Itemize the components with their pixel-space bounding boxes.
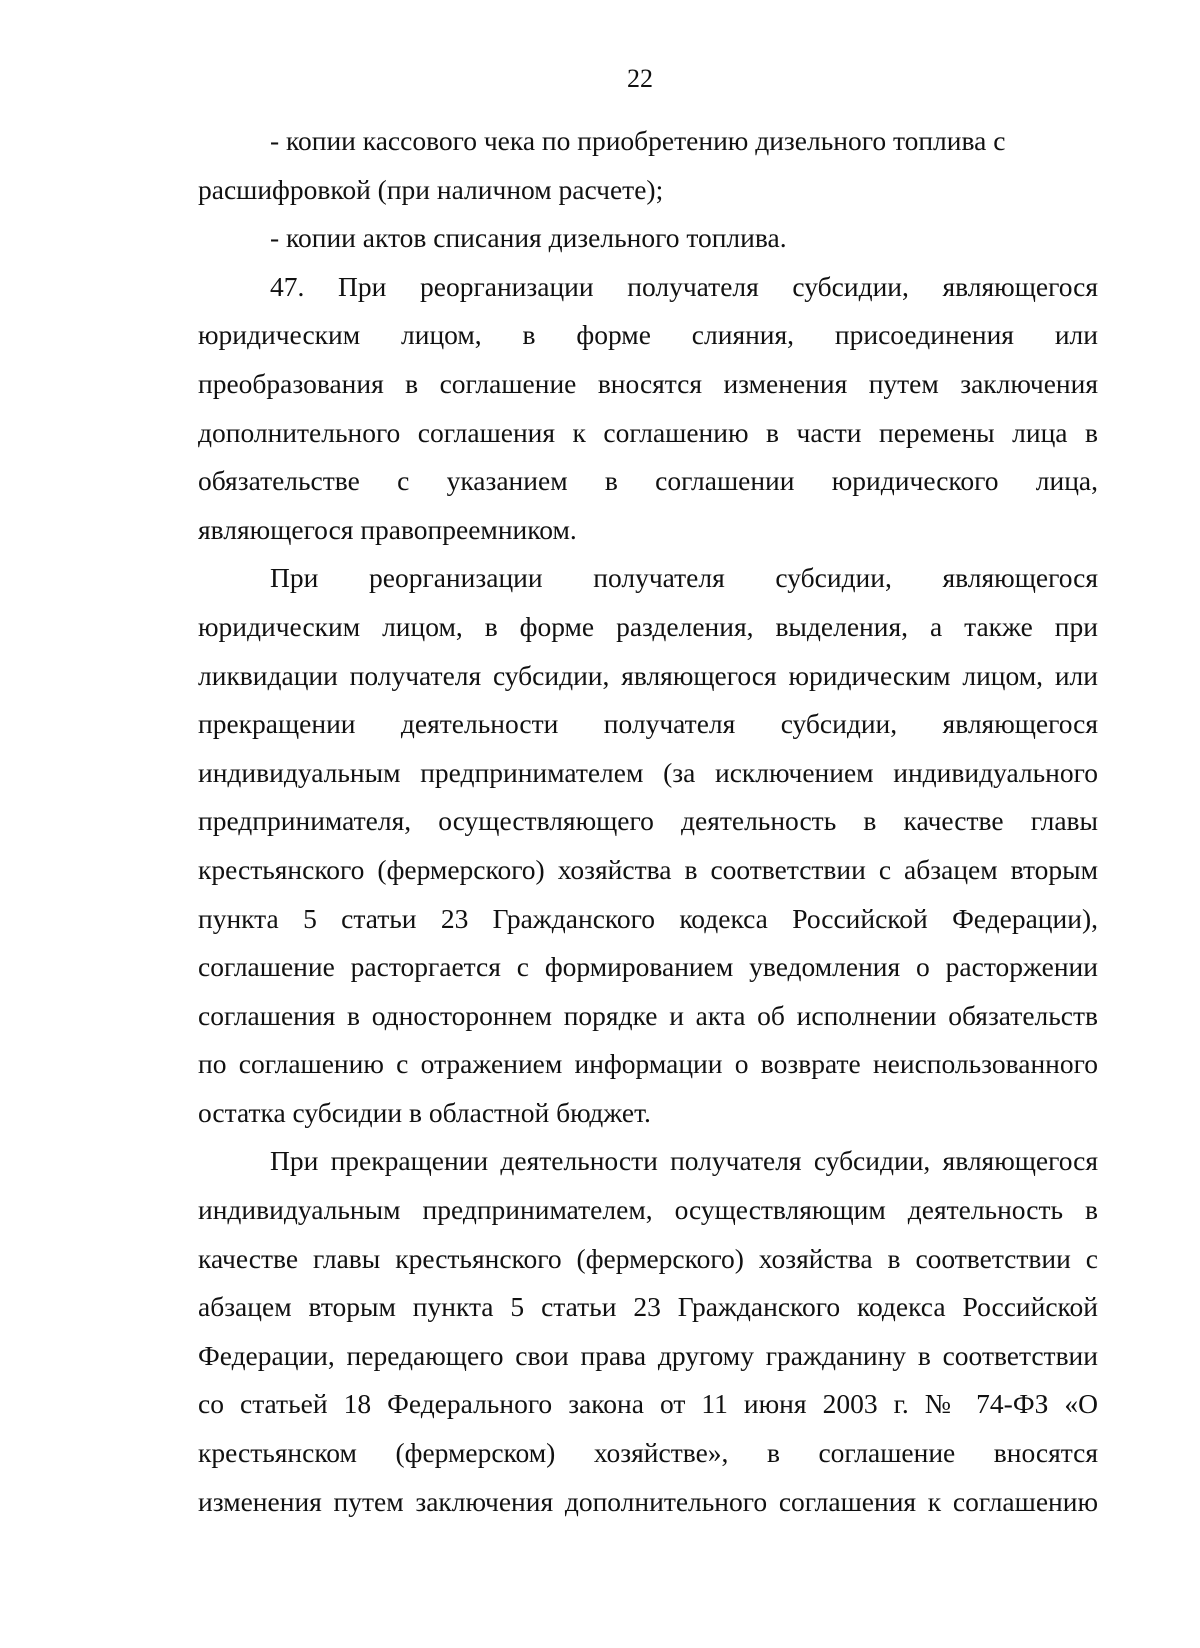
line-reorg-division-2: юридическим лицом, в форме разделения, выделения, а также при: [198, 610, 1098, 642]
line-reorg-division-10: соглашения в одностороннем порядке и акта об исполнении обязательств: [198, 999, 1098, 1031]
line-farm-termination-6: со статьей 18 Федерального закона от 11 июня 2003 г. № 74-ФЗ «О: [198, 1388, 1098, 1420]
line-reorg-division-5: индивидуальным предпринимателем (за исключением индивидуального: [198, 756, 1098, 788]
line-reorg-division-4: прекращении деятельности получателя субсидии, являющегося: [198, 708, 1098, 740]
line-reorg-division-6: предпринимателя, осуществляющего деятельность в качестве главы: [198, 805, 1098, 837]
line-reorg-division-8: пункта 5 статьи 23 Гражданского кодекса Российской Федерации),: [198, 902, 1098, 934]
line-item-47-2: юридическим лицом, в форме слияния, присоединения или: [198, 319, 1098, 351]
line-farm-termination-5: Федерации, передающего свои права другому гражданину в соответствии: [198, 1339, 1098, 1371]
line-reorg-division: При реорганизации получателя субсидии, являющегося: [270, 562, 1098, 594]
line-farm-termination: При прекращении деятельности получателя субсидии, являющегося: [270, 1145, 1098, 1177]
line-reorg-division-3: ликвидации получателя субсидии, являющегося юридическим лицом, или: [198, 659, 1098, 691]
line-farm-termination-4: абзацем вторым пункта 5 статьи 23 Гражданского кодекса Российской: [198, 1291, 1098, 1323]
line-reorg-division-11: по соглашению с отражением информации о возврате неиспользованного: [198, 1048, 1098, 1080]
page-number: 22: [627, 64, 653, 93]
line-reorg-division-9: соглашение расторгается с формированием уведомления о расторжении: [198, 951, 1098, 983]
document-body: [198, 117, 1098, 1526]
line-farm-termination-2: индивидуальным предпринимателем, осуществляющим деятельность в: [198, 1194, 1098, 1226]
line-item-47-6: являющегося правопреемником.: [198, 513, 577, 545]
line-reorg-division-12: остатка субсидии в областной бюджет.: [198, 1096, 651, 1128]
line-reorg-division-7: крестьянского (фермерского) хозяйства в соответствии с абзацем вторым: [198, 853, 1098, 885]
line-farm-termination-3: качестве главы крестьянского (фермерского) хозяйства в соответствии с: [198, 1242, 1098, 1274]
line-farm-termination-8: изменения путем заключения дополнительного соглашения к соглашению: [198, 1485, 1098, 1517]
line-item-47-5: обязательстве с указанием в соглашении юридического лица,: [198, 465, 1098, 497]
line-item-47-3: преобразования в соглашение вносятся изменения путем заключения: [198, 367, 1098, 399]
line-writeoff-acts: - копии актов списания дизельного топлива.: [270, 222, 787, 254]
line-item-47: 47. При реорганизации получателя субсидии, являющегося: [270, 270, 1098, 302]
line-receipt-copies: - копии кассового чека по приобретению дизельного топлива с: [270, 125, 1006, 156]
line-item-47-4: дополнительного соглашения к соглашению в части перемены лица в: [198, 416, 1098, 448]
line-receipt-copies-cont: расшифровкой (при наличном расчете);: [198, 173, 664, 205]
line-farm-termination-7: крестьянском (фермерском) хозяйстве», в соглашение вносятся: [198, 1437, 1098, 1469]
